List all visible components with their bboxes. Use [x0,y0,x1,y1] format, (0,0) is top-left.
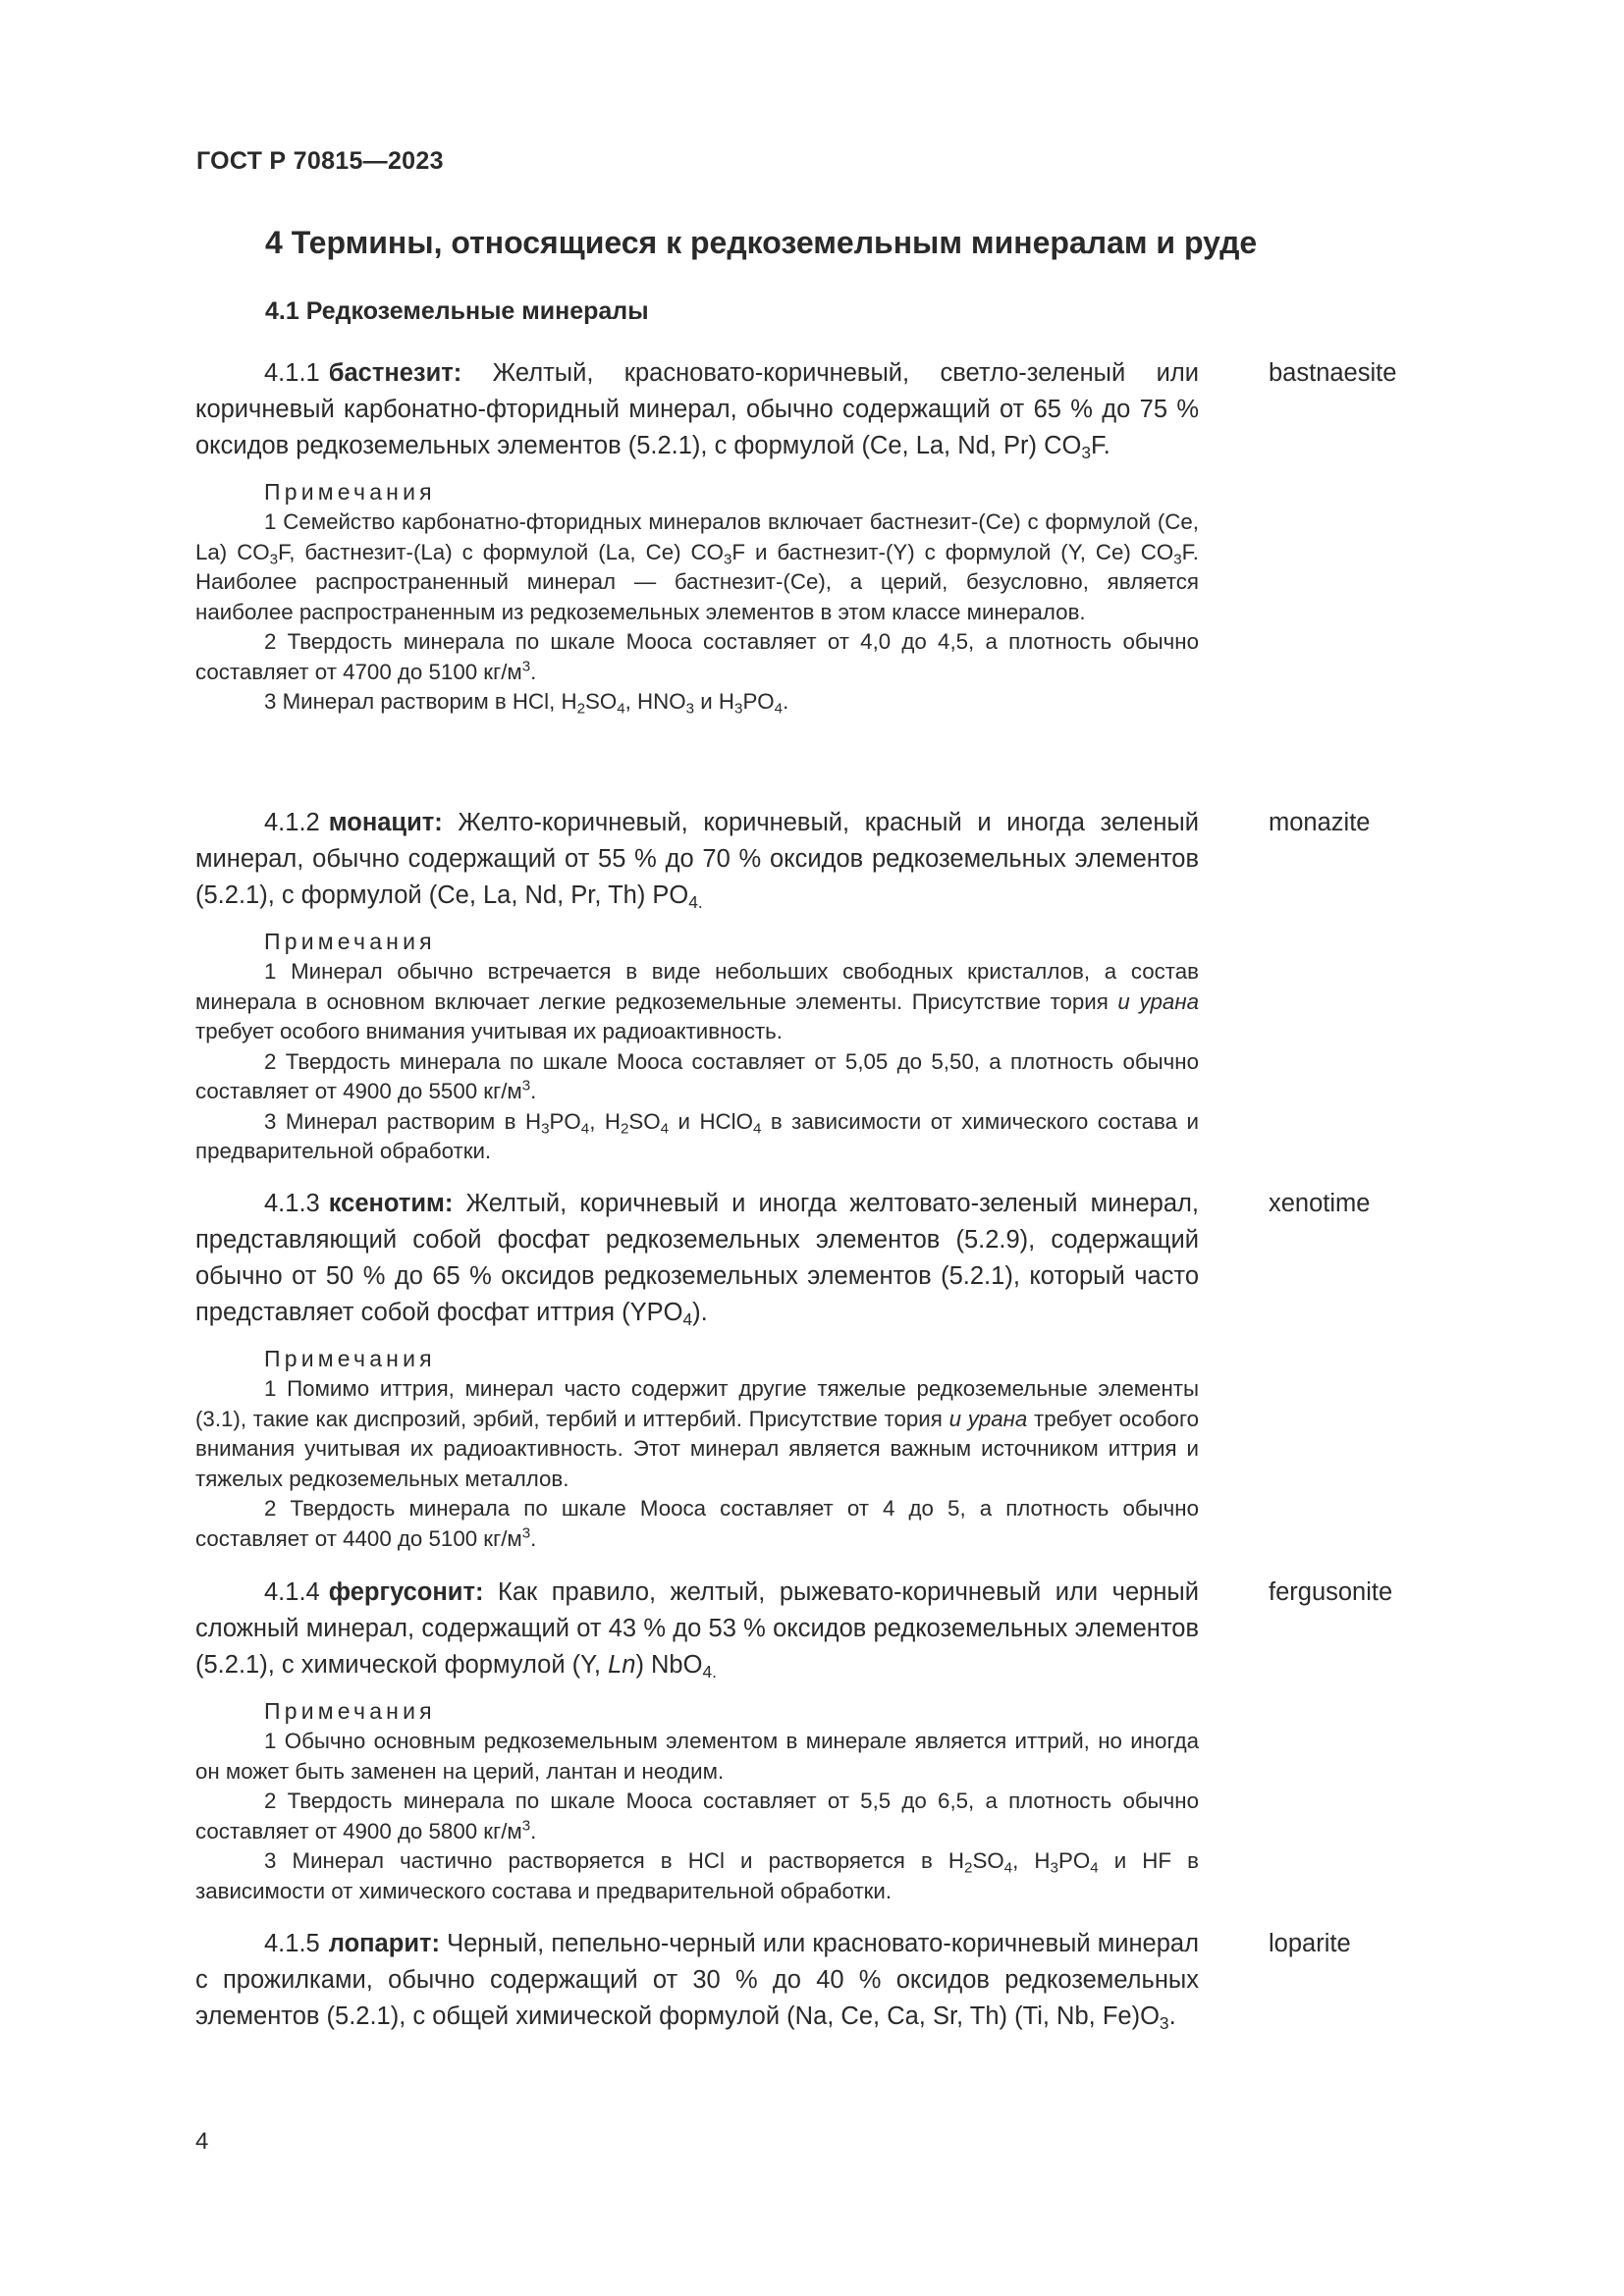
term-name: ксенотим: [328,1190,454,1217]
term-english-monazite: monazite [1269,809,1371,836]
note: 3 Минерал частично растворяется в HCl и растворяется в $H_2SO_4$, $H_3PO_4$ и HF в зависимости от химического состава и предварительной обработки. [195,1848,1199,1903]
note: 3 Минерал растворим в HCl, $H_2SO_4$, $HNO_3$ и $H_3PO_4$. [264,689,789,718]
term-english-bastnaesite: bastnaesite [1269,359,1397,387]
page-number: 4 [195,2128,209,2155]
term-name: фергусонит: [328,1578,484,1606]
note: 1 Помимо иттрия, минерал часто содержит другие тяжелые редкоземельные элементы (3.1), такие как диспрозий, эрбий, тербий и иттербий. Присутствие тория и урана требует особого внимания учитывая их радиоактивность. Этот минерал является важным источником иттрия и тяжелых редкоземельных металлов. [195,1376,1200,1491]
note: 1 Семейство карбонатно-фторидных минералов включает бастнезит-(Се) с формулой (Ce, La) $CO_3F$, бастнезит-(La) с формулой (La, Ce) $CO_3F$ и бастнезит-(Y) с формулой (Y, Ce) $CO_3F$. Наиболее распространенный минерал — бастнезит-(Се), а церий, безусловно, является наиболее распространенным из редкоземельных элементов в этом классе минералов. [195,509,1199,624]
notes-label: Примечания [264,479,436,505]
term-number: 4.1.5 [264,1930,320,1957]
note: 1 Минерал обычно встречается в виде небольших свободных кристаллов, а состав минерала в основном включает легкие редкоземельные элементы. Присутствие тория и урана требует особого внимания учитывая их радиоактивность. [195,959,1199,1043]
note: 3 Минерал растворим в $H_3PO_4$, $H_2SO_4$ и HClO$_4$ в зависимости от химического состава и предварительной обработки. [195,1108,1199,1163]
note: 2 Твердость минерала по шкале Мооса составляет от 5,05 до 5,50, а плотность обычно составляет от 4900 до 5500 $кг/м^3$. [195,1048,1199,1103]
term-name: бастнезит: [328,359,462,387]
notes-label: Примечания [264,1698,436,1724]
term-definition: 4.1.1 бастнезит: Желтый, красновато-коричневый, светло-зеленый или коричневый карбонатно-фторидный минерал, обычно содержащий от 65 % до 75 % оксидов редкоземельных элементов (5.2.1), с формулой (Ce, La, Nd, Pr) $CO_3F$. [195,359,1199,463]
term-name: монацит: [328,809,443,836]
note: 2 Твердость минерала по шкале Мооса составляет от 4,0 до 4,5, а плотность обычно составляет от 4700 до 5100 $кг/м^3$. [195,629,1199,684]
term-definition: 4.1.3 ксенотим: Желтый, коричневый и иногда желтовато-зеленый минерал, представляющий собой фосфат редкоземельных элементов (5.2.9), содержащий обычно от 50 % до 65 % оксидов редкоземельных элементов (5.2.1), который часто представляет собой фосфат иттрия $(YPO_4)$. [195,1190,1199,1330]
term-entry-bastnaesite [195,355,1199,718]
term-definition: 4.1.5 лопарит: Черный, пепельно-черный или красновато-коричневый минерал с прожилками, обычно содержащий от 30 % до 40 % оксидов редкоземельных элементов (5.2.1), с общей химической формулой (Na, Ce, Ca, Sr, Th) (Ti, Nb, $Fe)O_3$. [195,1930,1199,2034]
notes-label: Примечания [264,1346,436,1371]
term-number: 4.1.3 [264,1190,320,1217]
term-definition: 4.1.2 монацит: Желто-коричневый, коричневый, красный и иногда зеленый минерал, обычно содержащий от 55 % до 70 % оксидов редкоземельных элементов (5.2.1), с формулой (Ce, La, Nd, Pr, Th) $PO_{4.}$ [195,809,1199,913]
notes-label: Примечания [264,929,436,954]
term-number: 4.1.4 [264,1578,320,1606]
note: 2 Твердость минерала по шкале Мооса составляет от 5,5 до 6,5, а плотность обычно составляет от 4900 до 5800 $кг/м^3$. [195,1789,1199,1843]
section-title: 4 Термины, относящиеся к редкоземельным минералам и руде [265,225,1258,260]
term-entry-fergusonite [195,1575,1199,1906]
term-english-xenotime: xenotime [1269,1190,1371,1217]
term-entry-monazite [195,805,1199,1167]
term-english-loparite: loparite [1269,1930,1351,1957]
term-number: 4.1.2 [264,809,320,836]
term-name: лопарит: [328,1930,440,1957]
term-entry-loparite [195,1926,1199,2035]
term-english-fergusonite: fergusonite [1269,1578,1393,1606]
term-number: 4.1.1 [264,359,320,387]
note: 2 Твердость минерала по шкале Мооса составляет от 4 до 5, а плотность обычно составляет от 4400 до 5100 $кг/м^3$. [195,1496,1199,1551]
subsection-title: 4.1 Редкоземельные минералы [265,297,649,325]
term-definition: 4.1.4 фергусонит: Как правило, желтый, рыжевато-коричневый или черный сложный минерал, содержащий от 43 % до 53 % оксидов редкоземельных элементов (5.2.1), с химической формулой (Y, Ln) NbO$_{4.}$ [195,1578,1199,1682]
note: 1 Обычно основным редкоземельным элементом в минерале является иттрий, но иногда он может быть заменен на церий, лантан и неодим. [195,1729,1199,1784]
term-entry-xenotime [195,1186,1199,1554]
document-header: ГОСТ Р 70815—2023 [196,147,444,175]
